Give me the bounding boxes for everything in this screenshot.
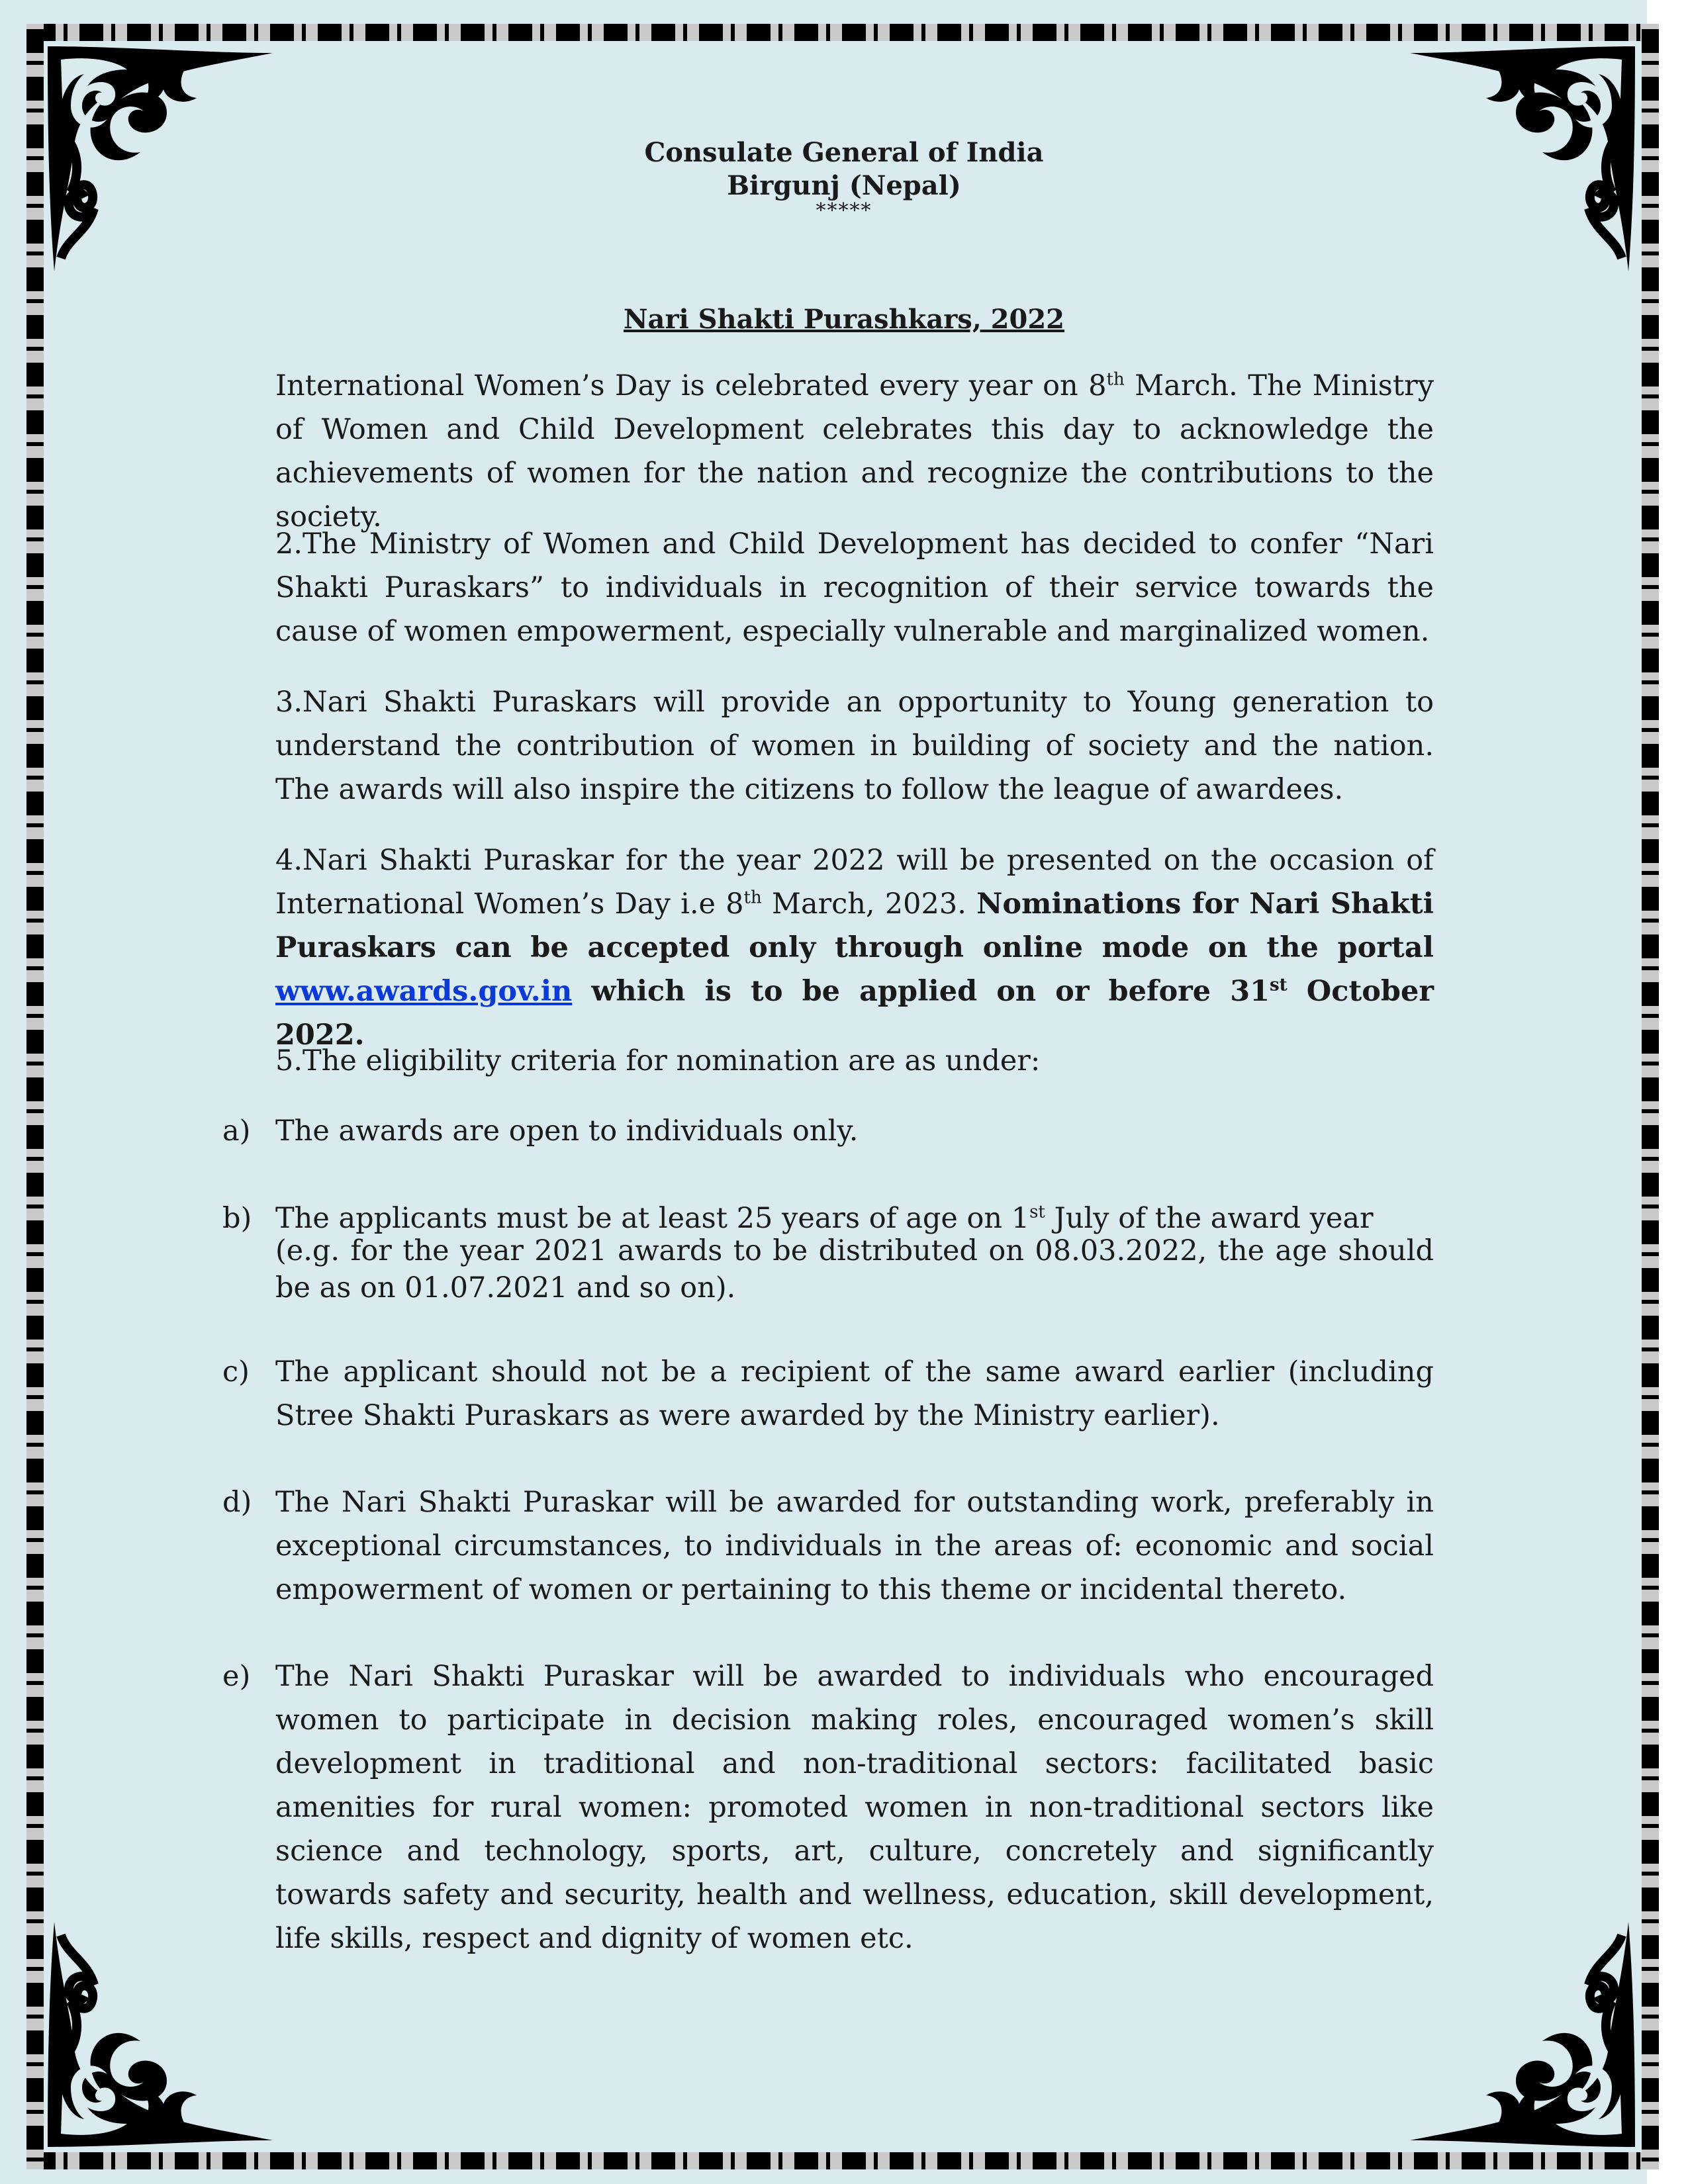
criteria-a-label: a) bbox=[222, 1115, 251, 1148]
paragraph-4: 4.Nari Shakti Puraskar for the year 2022 will be presented on the occasion of International Women’s Day i.e 8th March, 2023. Nominations for Nari Shakti Puraskars can be accepted only through online mode on the portal www.awards.gov.in which is to be applied on or before 31st October 2022. bbox=[275, 844, 1434, 1052]
awards-portal-link[interactable]: www.awards.gov.in bbox=[275, 975, 573, 1008]
criteria-b-text: The applicants must be at least 25 years of age on 1st July of the award year bbox=[275, 1202, 1374, 1235]
corner-ornament-bottom-left bbox=[41, 1915, 279, 2154]
paragraph-1: International Women’s Day is celebrated every year on 8th March. The Ministry of Women and Child Development celebrates this day to acknowledge the achievements of women for the nation and recognize the contributions to the society. bbox=[275, 369, 1434, 533]
criteria-e-label: e) bbox=[222, 1660, 251, 1693]
criteria-a-text: The awards are open to individuals only. bbox=[275, 1115, 859, 1148]
border-left bbox=[26, 24, 44, 2169]
paragraph-2: 2.The Ministry of Women and Child Development has decided to confer “Nari Shakti Puraskars” to individuals in recognition of their service towards the cause of women empowerment, especially vulnerable and marginalized women. bbox=[275, 527, 1434, 648]
criteria-c-text: The applicant should not be a recipient of the same award earlier (including Stree Shakti Puraskars as were awarded by the Ministry earlier). bbox=[275, 1355, 1434, 1432]
corner-ornament-bottom-right bbox=[1403, 1915, 1642, 2154]
border-top bbox=[26, 24, 1659, 41]
criteria-b-example: (e.g. for the year 2021 awards to be distributed on 08.03.2022, the age should be as on 01.07.2021 and so on). bbox=[275, 1234, 1434, 1304]
organization-location: Birgunj (Nepal) bbox=[727, 170, 961, 201]
criteria-b-label: b) bbox=[222, 1202, 252, 1235]
border-bottom bbox=[26, 2152, 1659, 2169]
criteria-d-text: The Nari Shakti Puraskar will be awarded for outstanding work, preferably in exceptional circumstances, to individuals in the areas of: economic and social empowerment of women or pertaining to this theme or incidental thereto. bbox=[275, 1486, 1434, 1606]
border-right bbox=[1642, 24, 1659, 2169]
paragraph-3: 3.Nari Shakti Puraskars will provide an opportunity to Young generation to understand the contribution of women in building of society and the nation. The awards will also inspire the citizens to follow the league of awardees. bbox=[275, 686, 1434, 806]
criteria-e-text: The Nari Shakti Puraskar will be awarded to individuals who encouraged women to participate in decision making roles, encouraged women’s skill development in traditional and non-traditional sectors: facilitated basic amenities for rural women: promoted women in non-traditional sectors like science and technology, sports, art, culture, concretely and significantly towards safety and security, health and wellness, education, skill development, life skills, respect and dignity of women etc. bbox=[275, 1660, 1434, 1955]
document-title: Nari Shakti Purashkars, 2022 bbox=[623, 304, 1065, 335]
organization-name: Consulate General of India bbox=[644, 137, 1044, 168]
header-stars: ***** bbox=[816, 199, 872, 222]
criteria-d-label: d) bbox=[222, 1486, 252, 1519]
paragraph-5: 5.The eligibility criteria for nomination are as under: bbox=[275, 1044, 1041, 1077]
criteria-c-label: c) bbox=[222, 1355, 250, 1388]
